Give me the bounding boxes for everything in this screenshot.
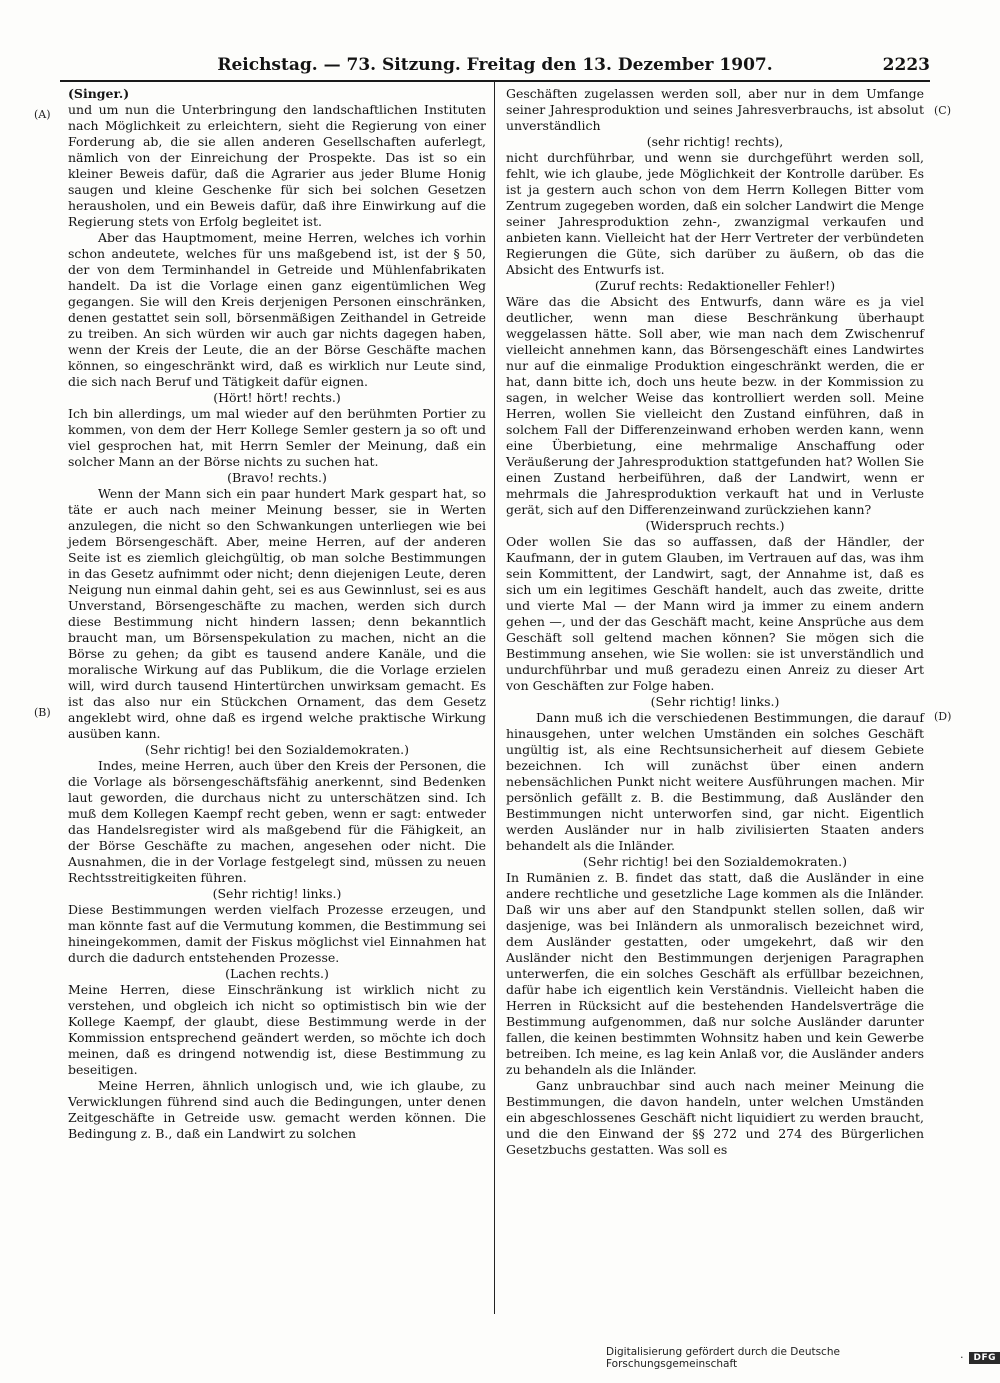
interjection: (Sehr richtig! bei den Sozialdemokraten.) (583, 854, 847, 869)
margin-marker-a: (A) (34, 108, 51, 121)
dfg-logo: DFG (969, 1352, 1000, 1364)
left-column (68, 86, 486, 1142)
footer (606, 1346, 1000, 1370)
page-number: 2223 (882, 55, 930, 75)
paragraph: und um nun die Unterbringung den landschaftlichen Instituten nach Möglichkeit zu erleichtern, sieht die Regierung von einer Forderung ab, die sie allen anderen Gesellschaften auferlegt, nämlich von der Einreichung der Prospekte. Das ist so ein kleiner Beweis dafür, daß die Agrarier aus jeder Blume Honig saugen und kleine Geschenke für sich bei solchen Gesetzen herausholen, und ein Beweis dafür, daß ihre Einwirkung auf die Regierung stets von Erfolg begleitet ist. (68, 102, 486, 229)
header-title: Reichstag. — 73. Sitzung. Freitag den 13. Dezember 1907. (217, 55, 773, 75)
margin-marker-b: (B) (34, 706, 51, 719)
interjection: (Bravo! rechts.) (227, 470, 327, 485)
interjection: (Sehr richtig! links.) (212, 886, 342, 901)
paragraph: Ich bin allerdings, um mal wieder auf den berühmten Portier zu kommen, von dem der Herr Kollege Semler gestern ja so oft und viel gesprochen hat, mit Herrn Semler der Meinung, daß ein solcher Mann an der Börse nichts zu suchen hat. (68, 406, 486, 469)
interjection: (Lachen rechts.) (225, 966, 329, 981)
paragraph: Diese Bestimmungen werden vielfach Prozesse erzeugen, und man könnte fast auf die Vermutung kommen, die Bestimmung sei hineingekommen, damit der Fiskus möglichst viel Einnahmen hat durch die dadurch entstehenden Prozesse. (68, 902, 486, 965)
interjection: (Sehr richtig! links.) (650, 694, 780, 709)
paragraph: In Rumänien z. B. findet das statt, daß die Ausländer in eine andere rechtliche und gesetzliche Lage kommen als die Inländer. Daß wir uns aber auf den Standpunkt stellen sollen, daß wir dasjenige, was bei Inländern als unmoralisch bezeichnet wird, dem Ausländer gestatten, oder umgekehrt, daß wir den Ausländer nicht den Bestimmungen derjenigen Paragraphen unterwerfen, die ein solches Geschäft als erfüllbar bezeichnen, dafür habe ich eigentlich kein Verständnis. Vielleicht haben die Herren in Rücksicht auf die bestehenden Handelsverträge die Bestimmung aufgenommen, daß nur solche Ausländer darunter fallen, die keinen bestimmten Wohnsitz haben und kein Gewerbe betreiben. Ich meine, es lag kein Anlaß vor, die Ausländer anders zu behandeln als die Inländer. (506, 870, 924, 1077)
paragraph: Dann muß ich die verschiedenen Bestimmungen, die darauf hinausgehen, unter welchen Umständen ein solches Geschäft ungültig ist, als eine Rechtsunsicherheit auf diesem Gebiete bezeichnen. Ich will zunächst über einen andern nebensächlichen Punkt nicht weitere Ausführungen machen. Mir persönlich gefällt z. B. die Bestimmung, daß Ausländer den Bestimmungen nicht unterworfen sind, gar nicht. Eigentlich werden Ausländer nur in halb zivilisierten Staaten anders behandelt als die Inländer. (506, 710, 924, 853)
margin-marker-d: (D) (934, 710, 952, 723)
speaker-label: (Singer.) (68, 86, 130, 101)
right-column (506, 86, 924, 1158)
header-rule (60, 80, 930, 82)
footer-separator: · (960, 1352, 964, 1364)
paragraph: Indes, meine Herren, auch über den Kreis der Personen, die die Vorlage als börsengeschäftsfähig anerkennt, sind Bedenken laut geworden, die durchaus nicht zu unterschätzen sind. Ich muß dem Kollegen Kaempf recht geben, wenn er sagt: entweder das Handelsregister wird als maßgebend für die Fähigkeit, an der Börse Geschäfte zu machen, angesehen oder nicht. Die Ausnahmen, die in der Vorlage festgelegt sind, müssen zu neuen Rechtsstreitigkeiten führen. (68, 758, 486, 885)
paragraph: Geschäften zugelassen werden soll, aber nur in dem Umfange seiner Jahresproduktion und seines Jahresverbrauchs, ist absolut unverständlich (506, 86, 924, 133)
margin-marker-c: (C) (934, 104, 951, 117)
interjection: (sehr richtig! rechts), (646, 134, 784, 149)
paragraph: Aber das Hauptmoment, meine Herren, welches ich vorhin schon andeutete, welches für uns maßgebend ist, ist der § 50, der von dem Terminhandel in Getreide und Mühlenfabrikaten handelt. Da ist die Vorlage einen ganz eigentümlichen Weg gegangen. Sie will den Kreis derjenigen Personen einschränken, denen gestattet sein soll, börsenmäßigen Zeithandel in Getreide zu treiben. An sich würden wir auch gar nichts dagegen haben, wenn der Kreis der Leute, die an der Börse Geschäfte machen können, so eingeschränkt wird, daß es wirklich nur Leute sind, die sich nach Beruf und Tätigkeit dafür eignen. (68, 230, 486, 389)
footer-text: Digitalisierung gefördert durch die Deutsche Forschungsgemeinschaft (606, 1346, 840, 1370)
interjection: (Sehr richtig! bei den Sozialdemokraten.) (145, 742, 409, 757)
interjection: (Widerspruch rechts.) (645, 518, 785, 533)
paragraph: Meine Herren, diese Einschränkung ist wirklich nicht zu verstehen, und obgleich ich nicht so optimistisch bin wie der Kollege Kaempf, der glaubt, diese Bestimmung werde in der Kommission entsprechend geändert werden, so möchte ich doch meinen, daß es dringend notwendig ist, diese Bestimmung zu beseitigen. (68, 982, 486, 1077)
paragraph: nicht durchführbar, und wenn sie durchgeführt werden soll, fehlt, wie ich glaube, jede Möglichkeit der Kontrolle darüber. Es ist ja gestern auch schon von dem Herrn Kollegen Bitter vom Zentrum zugegeben worden, daß ein solcher Landwirt die Menge seiner Jahresproduktion zehn-, zwanzigmal verkaufen und anbieten kann. Vielleicht hat der Herr Vertreter der verbündeten Regierungen die Güte, sich darüber zu äußern, ob das die Absicht des Entwurfs ist. (506, 150, 924, 277)
paragraph: Wenn der Mann sich ein paar hundert Mark gespart hat, so täte er auch nach meiner Meinung besser, sie in Werten anzulegen, die nicht so den Schwankungen unterliegen wie bei jedem Börsengeschäft. Aber, meine Herren, auf der anderen Seite ist es ziemlich gleichgültig, ob man solche Bestimmungen in das Gesetz aufnimmt oder nicht; denn diejenigen Leute, deren Neigung nun einmal dahin geht, sei es aus Gewinnlust, sei es aus Unverstand, Börsengeschäfte zu machen, werden sich durch diese Bestimmung nicht hindern lassen; denn bekanntlich braucht man, um Börsenspekulation zu machen, nicht an die Börse zu gehen; da gibt es tausend andere Kanäle, und die moralische Wirkung auf das Publikum, die die Vorlage erzielen will, wird durch tausend Hintertürchen unwirksam gemacht. Es ist das also nur ein Stückchen Ornament, das dem Gesetz angeklebt wird, ohne daß es irgend welche praktische Wirkung ausüben kann. (68, 486, 486, 741)
column-divider (494, 82, 495, 1314)
paragraph: Wäre das die Absicht des Entwurfs, dann wäre es ja viel deutlicher, wenn man diese Beschränkung überhaupt weggelassen hätte. Soll aber, wie man nach dem Zwischenruf vielleicht annehmen kann, das Börsengeschäft eines Landwirtes nur auf die einmalige Produktion eingeschränkt werden, die er hat, dann bitte ich, doch uns heute bezw. in der Kommission zu sagen, in welcher Weise das kontrolliert werden soll. Meine Herren, wollen Sie vielleicht den Zustand einführen, daß in solchem Fall der Differenzeinwand erhoben werden kann, wenn eine Überbietung, eine mehrmalige Anschaffung oder Veräußerung der Jahresproduktion stattgefunden hat? Wollen Sie einen Zustand herbeiführen, daß der Landwirt, wenn er mehrmals die Jahresproduktion verkauft hat und in Verluste gerät, sich auf den Differenzeinwand zurückziehen kann? (506, 294, 924, 517)
page-header (60, 52, 930, 78)
interjection: (Zuruf rechts: Redaktioneller Fehler!) (594, 278, 836, 293)
interjection: (Hört! hört! rechts.) (213, 390, 341, 405)
paragraph: Ganz unbrauchbar sind auch nach meiner Meinung die Bestimmungen, die davon handeln, unter welchen Umständen ein abgeschlossenes Geschäft nicht liquidiert zu werden braucht, und die den Einwand der §§ 272 und 274 des Bürgerlichen Gesetzbuchs gestatten. Was soll es (506, 1078, 924, 1157)
paragraph: Oder wollen Sie das so auffassen, daß der Händler, der Kaufmann, der in gutem Glauben, im Vertrauen auf das, was ihm sein Kommittent, der Landwirt, sagt, der Annahme ist, daß es sich um ein legitimes Geschäft handelt, auch das zweite, dritte und vierte Mal — der Mann wird ja immer zu einem andern gehen —, und der das Geschäft macht, keine Ansprüche aus dem Geschäft soll geltend machen können? Sie mögen sich die Bestimmung ansehen, wie Sie wollen: sie ist unverständlich und undurchführbar und muß geradezu einen Anreiz zu dieser Art von Geschäften zur Folge haben. (506, 534, 924, 693)
paragraph: Meine Herren, ähnlich unlogisch und, wie ich glaube, zu Verwicklungen führend sind auch die Bedingungen, unter denen Zeitgeschäfte in Getreide usw. gemacht werden können. Die Bedingung z. B., daß ein Landwirt zu solchen (68, 1078, 486, 1141)
